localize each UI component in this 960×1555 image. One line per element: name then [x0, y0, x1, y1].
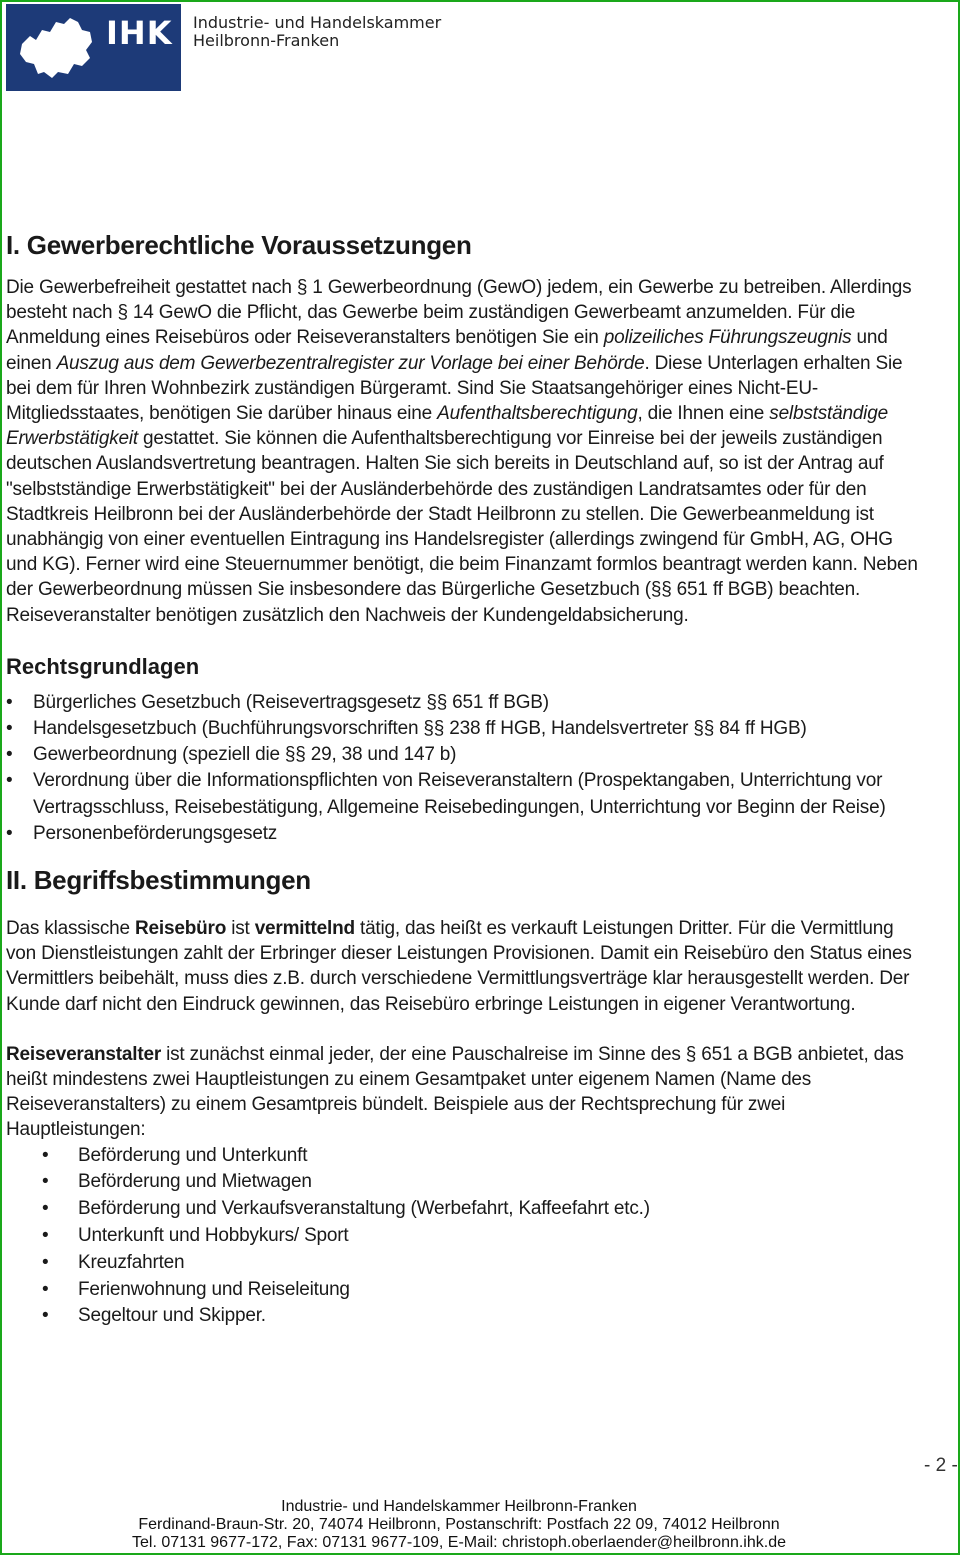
list-item: [6, 1277, 918, 1304]
emphasis-text: selbstständige Erwerbstätigkeit: [6, 403, 888, 450]
list-item: [6, 690, 918, 716]
ihk-logo: [6, 4, 181, 91]
tour-operator-paragraph: [6, 1042, 918, 1143]
list-item: [6, 1303, 918, 1330]
emphasis-text: Auszug aus dem Gewerbezentralregister zur Vorlage bei einer Behörde: [56, 352, 645, 374]
org-name-line-2: Heilbronn-Franken: [193, 31, 340, 50]
list-item: [6, 716, 918, 742]
text-run: Die Gewerbefreiheit gestattet nach § 1 Gewerbeordnung (GewO) jedem, ein Gewerbe zu betreiben. Allerdings besteht nach § 14 GewO die Pflicht, das Gewerbe beim zuständigen Gewerbeamt anzumelden. Für die Anmeldung eines Reisebüros oder Reiseveranstalters benötigen Sie ein: [6, 277, 912, 349]
list-item-text: Beförderung und Verkaufsveranstaltung (Werbefahrt, Kaffeefahrt etc.): [78, 1198, 650, 1220]
list-item: [6, 742, 918, 768]
section-1-heading: I. Gewerberechtliche Voraussetzungen: [6, 230, 472, 260]
page-footer: [0, 1498, 918, 1552]
list-item-text: Gewerbeordnung (speziell die §§ 29, 38 und 147 b): [33, 744, 457, 766]
list-item-text: Beförderung und Mietwagen: [78, 1171, 312, 1193]
bullet-icon: •: [42, 1278, 49, 1300]
bullet-icon: •: [6, 691, 13, 713]
travel-agency-paragraph: [6, 916, 918, 1017]
text-run: tätig, das heißt es verkauft Leistungen Dritter. Für die Vermittlung von Dienstleistungen zahlt der Erbringer dieser Leistungen Provisionen. Damit ein Reisebüro den Status eines Vermittlers beibehält, muss dies z.B. durch verschiedene Vermittlungsverträge klar herausgestellt werden. Der Kunde darf nicht den Eindruck gewinnen, das Reisebüro erbringe Leistungen in eigener Verantwortung.: [6, 918, 912, 1015]
bold-term: Reisebüro: [135, 918, 227, 940]
text-run: , die Ihnen eine: [637, 403, 770, 425]
list-item-text: Beförderung und Unterkunft: [78, 1144, 308, 1166]
bullet-icon: •: [42, 1198, 49, 1220]
list-item: [6, 1143, 918, 1170]
list-item: [6, 1169, 918, 1196]
document-body: [6, 230, 918, 1330]
text-run: ist zunächst einmal jeder, der eine Pauschalreise im Sinne des § 651 a BGB anbietet, das heißt mindestens zwei Hauptleistungen zu einem Gesamtpaket unter eigenem Namen (Name des Reiseveranstalters) zu einem Gesamtpreis bündelt. Beispiele aus der Rechtsprechung für zwei Hauptleistungen:: [6, 1043, 904, 1141]
text-run: ist: [226, 918, 255, 940]
bullet-icon: •: [6, 770, 13, 792]
footer-org-line: Industrie- und Handelskammer Heilbronn-Franken: [281, 1498, 637, 1515]
text-run: und einen: [6, 327, 888, 374]
bullet-icon: •: [6, 718, 13, 740]
footer-contact-line: Tel. 07131 9677-172, Fax: 07131 9677-109, E-Mail: christoph.oberlaender@heilbronn.ihk.de: [132, 1534, 786, 1551]
emphasis-text: polizeiliches Führungszeugnis: [603, 327, 852, 349]
footer-address-line: Ferdinand-Braun-Str. 20, 74074 Heilbronn, Postanschrift: Postfach 22 09, 74012 Heilbronn: [138, 1516, 780, 1533]
list-item-text: Unterkunft und Hobbykurs/ Sport: [78, 1225, 349, 1247]
region-map-icon: [12, 14, 102, 82]
list-item-text: Verordnung über die Informationspflichten von Reiseveranstaltern (Prospektangaben, Unterrichtung vor Vertragsschluss, Reisebestätigung, Allgemeine Reisebedingungen, Unterrichtung vor Beginn der Reise): [33, 770, 886, 818]
list-item-text: Handelsgesetzbuch (Buchführungsvorschriften §§ 238 ff HGB, Handelsvertreter §§ 84 ff HGB): [33, 718, 807, 740]
main-services-examples-list: [6, 1143, 918, 1331]
list-item-text: Personenbeförderungsgesetz: [33, 822, 278, 844]
section-2-heading: II. Begriffsbestimmungen: [6, 865, 311, 896]
text-run: . Diese Unterlagen erhalten Sie bei dem für Ihren Wohnbezirk zuständigen Bürgeramt. Sind Sie Staatsangehöriger eines Nicht-EU-Mitgliedsstaates, benötigen Sie darüber hinaus eine: [6, 352, 903, 425]
list-item-text: Bürgerliches Gesetzbuch (Reisevertragsgesetz §§ 651 ff BGB): [33, 691, 549, 713]
list-item: [6, 1250, 918, 1277]
list-item: [6, 1196, 918, 1223]
legal-basis-list: [6, 690, 918, 847]
logo-abbreviation: IHK: [106, 14, 173, 52]
bullet-icon: •: [42, 1225, 49, 1247]
emphasis-text: Aufenthaltsberechtigung: [437, 403, 638, 425]
bullet-icon: •: [42, 1305, 49, 1327]
list-item: [6, 1223, 918, 1250]
bullet-icon: •: [42, 1144, 49, 1166]
list-item: [6, 768, 918, 820]
bold-term: vermittelnd: [254, 918, 355, 940]
page-number: - 2 -: [924, 1455, 958, 1476]
text-run: Das klassische: [6, 918, 135, 940]
bullet-icon: •: [6, 822, 13, 844]
list-item-text: Kreuzfahrten: [78, 1251, 185, 1273]
bullet-icon: •: [42, 1171, 49, 1193]
list-item: [6, 821, 918, 847]
bold-term: Reiseveranstalter: [6, 1043, 162, 1065]
list-item-text: Segeltour und Skipper.: [78, 1305, 266, 1327]
organization-name: [193, 14, 441, 50]
text-run: gestattet. Sie können die Aufenthaltsberechtigung vor Einreise bei der jeweils zuständigen deutschen Auslandsvertretung beantragen. Halten Sie sich bereits in Deutschland auf, so ist der Antrag auf "selbstständige Erwerbstätigkeit" bei der Ausländerbehörde des zuständigen Landratsamtes oder für den Stadtkreis Heilbronn bei der Ausländerbehörde der Stadt Heilbronn zu stellen. Die Gewerbeanmeldung ist unabhängig von einer eventuellen Eintragung ins Handelsregister (allerdings zwingend für GmbH, AG, OHG und KG). Ferner wird eine Steuernummer benötigt, die beim Finanzamt formlos beantragt werden kann. Neben der Gewerbeordnung müssen Sie insbesondere das Bürgerliche Gesetzbuch (§§ 651 ff BGB) beachten. Reiseveranstalter benötigen zusätzlich den Nachweis der Kundengeldabsicherung.: [6, 428, 918, 626]
section-1-intro-paragraph: [6, 275, 918, 628]
list-item-text: Ferienwohnung und Reiseleitung: [78, 1278, 350, 1300]
bullet-icon: •: [6, 744, 13, 766]
bullet-icon: •: [42, 1251, 49, 1273]
org-name-line-1: Industrie- und Handelskammer: [193, 13, 442, 32]
legal-basis-heading: Rechtsgrundlagen: [6, 653, 200, 679]
